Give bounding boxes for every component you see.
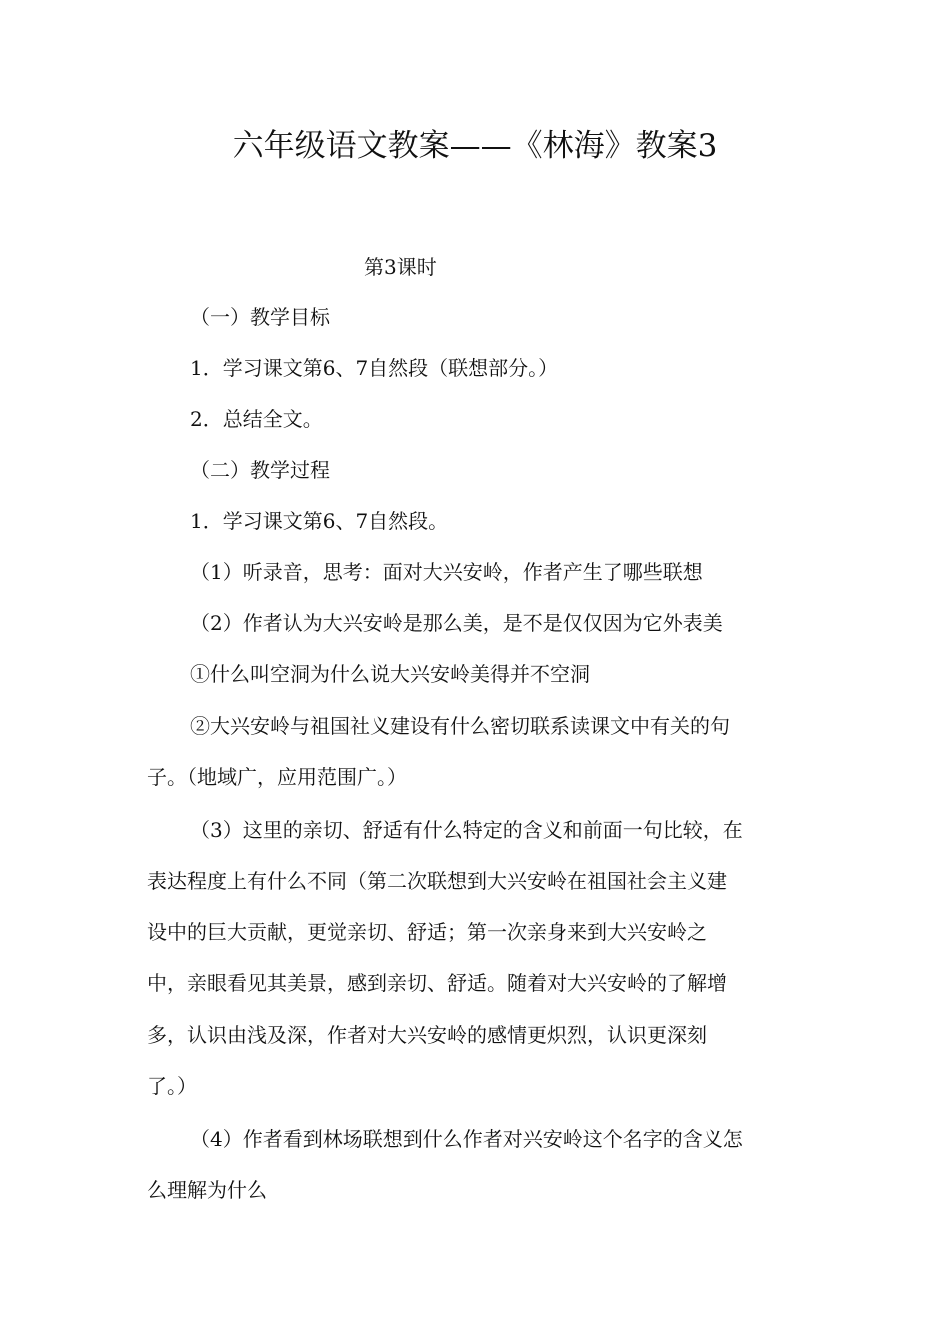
lesson-period: 第3课时: [364, 255, 437, 279]
paragraph-line: 2．总结全文。: [190, 407, 323, 431]
paragraph-line: （4）作者看到林场联想到什么作者对兴安岭这个名字的含义怎: [190, 1127, 743, 1151]
paragraph-line: 1．学习课文第6、7自然段。: [190, 509, 449, 533]
paragraph-line: （2）作者认为大兴安岭是那么美，是不是仅仅因为它外表美: [190, 611, 723, 635]
paragraph-line: ①什么叫空洞为什么说大兴安岭美得并不空洞: [190, 662, 590, 686]
paragraph-line: 1．学习课文第6、7自然段（联想部分。）: [190, 356, 559, 380]
paragraph-line: 设中的巨大贡献，更觉亲切、舒适；第一次亲身来到大兴安岭之: [147, 920, 707, 944]
document-title: 六年级语文教案——《林海》教案3: [232, 128, 718, 164]
paragraph-line: 表达程度上有什么不同（第二次联想到大兴安岭在祖国社会主义建: [147, 869, 727, 893]
section-heading-objectives: （一）教学目标: [190, 305, 330, 329]
paragraph-line: 中，亲眼看见其美景，感到亲切、舒适。随着对大兴安岭的了解增: [147, 971, 727, 995]
paragraph-line: ②大兴安岭与祖国社义建设有什么密切联系读课文中有关的句: [190, 714, 730, 738]
paragraph-line: （1）听录音，思考：面对大兴安岭，作者产生了哪些联想: [190, 560, 703, 584]
paragraph-line: 子。（地域广，应用范围广。）: [147, 765, 407, 789]
paragraph-line: （3）这里的亲切、舒适有什么特定的含义和前面一句比较，在: [190, 818, 743, 842]
section-heading-process: （二）教学过程: [190, 458, 330, 482]
paragraph-line: 么理解为什么: [147, 1178, 267, 1202]
paragraph-line: 了。）: [147, 1074, 197, 1098]
paragraph-line: 多，认识由浅及深，作者对大兴安岭的感情更炽烈，认识更深刻: [147, 1023, 707, 1047]
